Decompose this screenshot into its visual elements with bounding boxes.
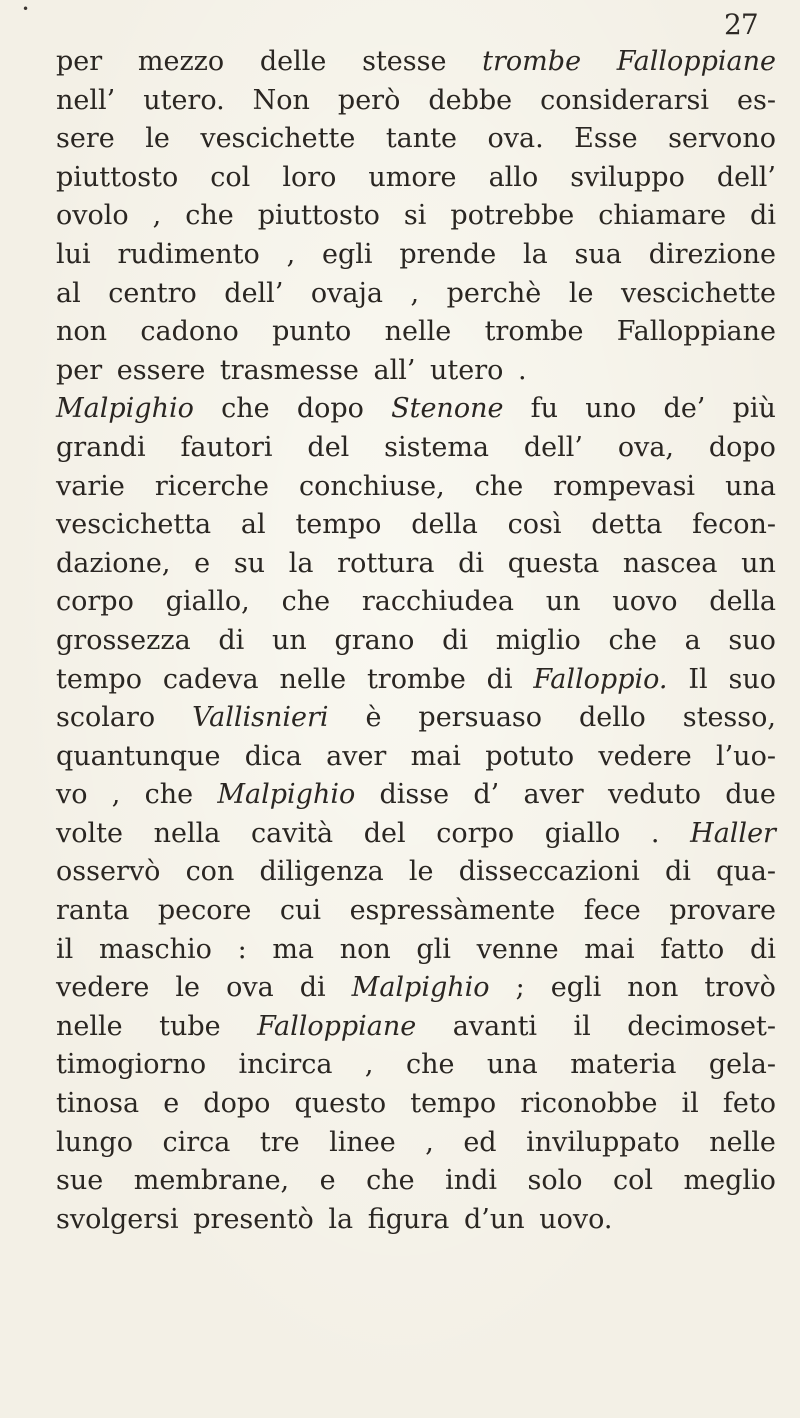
word: dica xyxy=(244,740,302,772)
word: d’un xyxy=(463,1203,525,1235)
word: tempo xyxy=(56,663,142,695)
word: aver xyxy=(523,779,584,811)
word: utero. xyxy=(143,84,225,116)
word: col xyxy=(613,1165,654,1197)
word: direzione xyxy=(648,238,776,270)
word: Falloppiane xyxy=(257,1010,417,1042)
word: piuttosto xyxy=(56,161,179,193)
word: sviluppo xyxy=(570,161,685,193)
word: perchè xyxy=(446,277,542,309)
word: provare xyxy=(669,895,776,927)
word: , xyxy=(111,779,121,811)
word: ovolo xyxy=(56,200,129,232)
word: cadono xyxy=(140,316,239,348)
word: avanti xyxy=(452,1010,538,1042)
text-line xyxy=(56,969,776,1008)
word: venne xyxy=(476,933,559,965)
text-line xyxy=(56,583,776,622)
word: quantunque xyxy=(56,740,221,772)
text-line xyxy=(56,622,776,661)
word: vedere xyxy=(56,972,150,1004)
text-line xyxy=(56,931,776,970)
word: miglio xyxy=(495,624,581,656)
word: sistema xyxy=(384,431,490,463)
word: e xyxy=(194,547,211,579)
word: fatto xyxy=(660,933,725,965)
word: non xyxy=(627,972,679,1004)
word: tinosa xyxy=(56,1088,140,1120)
word: per xyxy=(56,354,103,386)
word: punto xyxy=(272,316,352,348)
word: linee xyxy=(329,1126,396,1158)
word: corpo xyxy=(56,586,134,618)
word: servono xyxy=(668,123,776,155)
word: e xyxy=(163,1088,180,1120)
word: la xyxy=(288,547,314,579)
word: riconobbe xyxy=(520,1088,658,1120)
word: vo xyxy=(56,779,88,811)
word: le xyxy=(408,856,434,888)
word: essere xyxy=(116,354,206,386)
word: , xyxy=(364,1049,374,1081)
word: del xyxy=(363,817,406,849)
word: le xyxy=(175,972,201,1004)
word: però xyxy=(337,84,401,116)
word: è xyxy=(365,702,382,734)
word: grossezza xyxy=(56,624,191,656)
text-line xyxy=(56,545,776,584)
word: dello xyxy=(579,702,646,734)
text-line xyxy=(56,1124,776,1163)
word: trombe xyxy=(484,316,584,348)
word: rudimento xyxy=(117,238,260,270)
word: la xyxy=(523,238,548,270)
word: aver xyxy=(326,740,387,772)
word: : xyxy=(237,933,247,965)
word: varie xyxy=(56,470,125,502)
word: all’ xyxy=(373,354,416,386)
word: considerarsi xyxy=(540,84,710,116)
word: mezzo xyxy=(137,46,225,77)
word: Vallisnieri xyxy=(192,702,329,734)
text-line xyxy=(56,738,776,777)
text-line xyxy=(56,275,776,314)
word: rompevasi xyxy=(553,470,696,502)
word: disseccazioni xyxy=(458,856,640,888)
word: la xyxy=(328,1203,354,1235)
text-line xyxy=(56,892,776,931)
text-line xyxy=(56,1162,776,1201)
word: che xyxy=(608,624,657,656)
word: della xyxy=(709,586,776,618)
word: umore xyxy=(368,161,457,193)
word: nelle xyxy=(709,1126,776,1158)
word: tempo xyxy=(410,1088,497,1120)
text-line xyxy=(56,1046,776,1085)
word: un xyxy=(545,586,581,618)
word: una xyxy=(486,1049,538,1081)
word: prende xyxy=(399,238,497,270)
word: nella xyxy=(153,817,221,849)
word: dell’ xyxy=(716,161,776,193)
word: giallo, xyxy=(165,586,250,618)
word: debbe xyxy=(428,84,513,116)
word: potrebbe xyxy=(450,200,575,232)
word: gela- xyxy=(708,1049,776,1081)
word: ranta xyxy=(56,895,130,927)
word: uovo. xyxy=(539,1203,613,1235)
word: con xyxy=(185,856,235,888)
word: per xyxy=(56,46,103,77)
word: racchiudea xyxy=(361,586,514,618)
word: indi xyxy=(445,1165,498,1197)
word: nelle xyxy=(56,1010,123,1042)
word: il xyxy=(56,933,74,965)
text-line xyxy=(56,1085,776,1124)
body-text xyxy=(56,43,776,1239)
word: suo xyxy=(728,663,776,695)
word: feto xyxy=(722,1088,776,1120)
word: di xyxy=(664,856,691,888)
word: . xyxy=(518,354,527,386)
corner-mark: • xyxy=(22,2,30,16)
word: grano xyxy=(334,624,415,656)
word: che xyxy=(405,1049,455,1081)
word: Malpighio xyxy=(351,972,490,1004)
word: incirca xyxy=(238,1049,333,1081)
word: fu xyxy=(530,393,559,425)
word: che xyxy=(281,586,331,618)
text-line xyxy=(56,197,776,236)
word: delle xyxy=(259,46,327,77)
word: uno xyxy=(585,393,637,425)
word: nelle xyxy=(384,316,452,348)
word: espressàmente xyxy=(349,895,556,927)
word: sere xyxy=(56,123,115,155)
word: diligenza xyxy=(259,856,384,888)
word: nelle xyxy=(279,663,347,695)
word: qua- xyxy=(716,856,776,888)
word: della xyxy=(411,509,478,541)
word: trombe xyxy=(482,46,582,77)
word: maschio xyxy=(98,933,212,965)
page-number: 27 xyxy=(724,8,758,41)
word: ova, xyxy=(617,431,675,463)
word: fautori xyxy=(180,431,273,463)
word: le xyxy=(568,277,594,309)
word: uovo xyxy=(612,586,678,618)
word: non xyxy=(56,316,108,348)
word: grandi xyxy=(56,431,146,463)
word: si xyxy=(403,200,427,232)
text-line xyxy=(56,1008,776,1047)
word: figura xyxy=(367,1203,450,1235)
word: egli xyxy=(550,972,602,1004)
word: nell’ xyxy=(56,84,116,116)
word: . xyxy=(650,817,660,849)
word: tante xyxy=(385,123,457,155)
text-line xyxy=(56,468,776,507)
word: l’uo- xyxy=(715,740,776,772)
word: vescichette xyxy=(620,277,776,309)
text-line xyxy=(56,815,776,854)
word: vescichetta xyxy=(56,509,212,541)
word: un xyxy=(741,547,776,579)
word: , xyxy=(425,1126,434,1158)
word: di xyxy=(458,547,485,579)
text-line xyxy=(56,661,776,700)
word: Falloppiane xyxy=(616,316,776,348)
word: trombe xyxy=(366,663,466,695)
word: materia xyxy=(570,1049,677,1081)
word: che xyxy=(185,200,234,232)
word: cavità xyxy=(251,817,334,849)
word: ed xyxy=(463,1126,497,1158)
word: d’ xyxy=(473,779,500,811)
word: osservò xyxy=(56,856,161,888)
word: giallo xyxy=(544,817,621,849)
word: inviluppato xyxy=(526,1126,680,1158)
text-line xyxy=(56,120,776,159)
word: Esse xyxy=(574,123,638,155)
word: chiamare xyxy=(598,200,727,232)
word: ma xyxy=(272,933,315,965)
text-line xyxy=(56,159,776,198)
word: ; xyxy=(515,972,525,1004)
word: , xyxy=(286,238,296,270)
word: suo xyxy=(728,624,776,656)
word: sua xyxy=(574,238,622,270)
word: una xyxy=(725,470,776,502)
word: dopo xyxy=(708,431,776,463)
text-line xyxy=(56,699,776,738)
word: lui xyxy=(56,238,91,270)
word: , xyxy=(152,200,162,232)
word: così xyxy=(507,509,562,541)
word: più xyxy=(732,393,776,425)
word: dazione, xyxy=(56,547,171,579)
text-line xyxy=(56,236,776,275)
word: circa xyxy=(162,1126,231,1158)
word: ova. xyxy=(487,123,544,155)
word: Malpighio xyxy=(56,393,194,425)
word: Falloppiane xyxy=(616,46,776,77)
word: a xyxy=(684,624,701,656)
text-line xyxy=(56,776,776,815)
word: ova xyxy=(226,972,274,1004)
word: stesso, xyxy=(682,702,776,734)
text-line xyxy=(56,313,776,352)
word: Malpighio xyxy=(217,779,356,811)
word: di xyxy=(750,200,776,232)
word: trasmesse xyxy=(219,354,359,386)
word: vedere xyxy=(598,740,692,772)
text-line xyxy=(56,43,776,82)
word: tempo xyxy=(295,509,382,541)
word: utero xyxy=(430,354,504,386)
word: trovò xyxy=(704,972,776,1004)
word: stesse xyxy=(362,46,447,77)
word: fecon- xyxy=(692,509,776,541)
word: che xyxy=(366,1165,415,1197)
word: Il xyxy=(688,663,708,695)
word: dopo xyxy=(296,393,364,425)
word: un xyxy=(271,624,307,656)
word: piuttosto xyxy=(257,200,380,232)
word: sue xyxy=(56,1165,104,1197)
word: e xyxy=(319,1165,336,1197)
word: persuaso xyxy=(418,702,543,734)
word: lungo xyxy=(56,1126,133,1158)
word: di xyxy=(486,663,513,695)
word: il xyxy=(573,1010,591,1042)
word: col xyxy=(210,161,251,193)
word: questa xyxy=(507,547,600,579)
word: Haller xyxy=(690,817,776,849)
word: il xyxy=(681,1088,699,1120)
word: nascea xyxy=(622,547,718,579)
word: di xyxy=(299,972,326,1004)
word: pecore xyxy=(157,895,252,927)
word: mai xyxy=(410,740,461,772)
text-line xyxy=(56,352,776,391)
word: meglio xyxy=(683,1165,776,1197)
word: corpo xyxy=(436,817,515,849)
text-line xyxy=(56,429,776,468)
word: dell’ xyxy=(224,277,284,309)
word: due xyxy=(725,779,776,811)
word: gli xyxy=(416,933,451,965)
word: veduto xyxy=(607,779,701,811)
word: solo xyxy=(527,1165,583,1197)
word: di xyxy=(749,933,776,965)
text-line xyxy=(56,390,776,429)
word: che xyxy=(474,470,524,502)
word: ricerche xyxy=(154,470,269,502)
word: conchiuse, xyxy=(298,470,445,502)
word: Non xyxy=(252,84,310,116)
word: dell’ xyxy=(523,431,583,463)
word: egli xyxy=(322,238,373,270)
word: loro xyxy=(282,161,337,193)
word: de’ xyxy=(663,393,706,425)
word: detta xyxy=(591,509,663,541)
word: tube xyxy=(159,1010,221,1042)
word: tre xyxy=(259,1126,300,1158)
word: rottura xyxy=(337,547,435,579)
word: fece xyxy=(583,895,641,927)
word: che xyxy=(144,779,194,811)
word: questo xyxy=(294,1088,387,1120)
word: vescichette xyxy=(200,123,356,155)
text-line xyxy=(56,1201,776,1240)
word: cui xyxy=(279,895,322,927)
text-line xyxy=(56,82,776,121)
text-line xyxy=(56,853,776,892)
word: Falloppio. xyxy=(533,663,668,695)
word: disse xyxy=(379,779,450,811)
word: es- xyxy=(737,84,776,116)
word: dopo xyxy=(203,1088,271,1120)
word: centro xyxy=(108,277,197,309)
word: di xyxy=(218,624,245,656)
word: non xyxy=(339,933,391,965)
word: volte xyxy=(56,817,123,849)
word: timogiorno xyxy=(56,1049,207,1081)
word: al xyxy=(56,277,81,309)
word: membrane, xyxy=(133,1165,290,1197)
word: svolgersi xyxy=(56,1203,179,1235)
word: mai xyxy=(584,933,635,965)
word: potuto xyxy=(485,740,575,772)
word: scolaro xyxy=(56,702,156,734)
word: decimoset- xyxy=(627,1010,776,1042)
word: le xyxy=(145,123,170,155)
word: Stenone xyxy=(391,393,504,425)
word: di xyxy=(442,624,468,656)
word: ovaja xyxy=(310,277,383,309)
word: che xyxy=(221,393,270,425)
word: presentò xyxy=(193,1203,314,1235)
word: cadeva xyxy=(162,663,259,695)
word: allo xyxy=(488,161,539,193)
word: su xyxy=(233,547,266,579)
word: del xyxy=(307,431,350,463)
word: , xyxy=(410,277,420,309)
text-line xyxy=(56,506,776,545)
word: al xyxy=(240,509,266,541)
